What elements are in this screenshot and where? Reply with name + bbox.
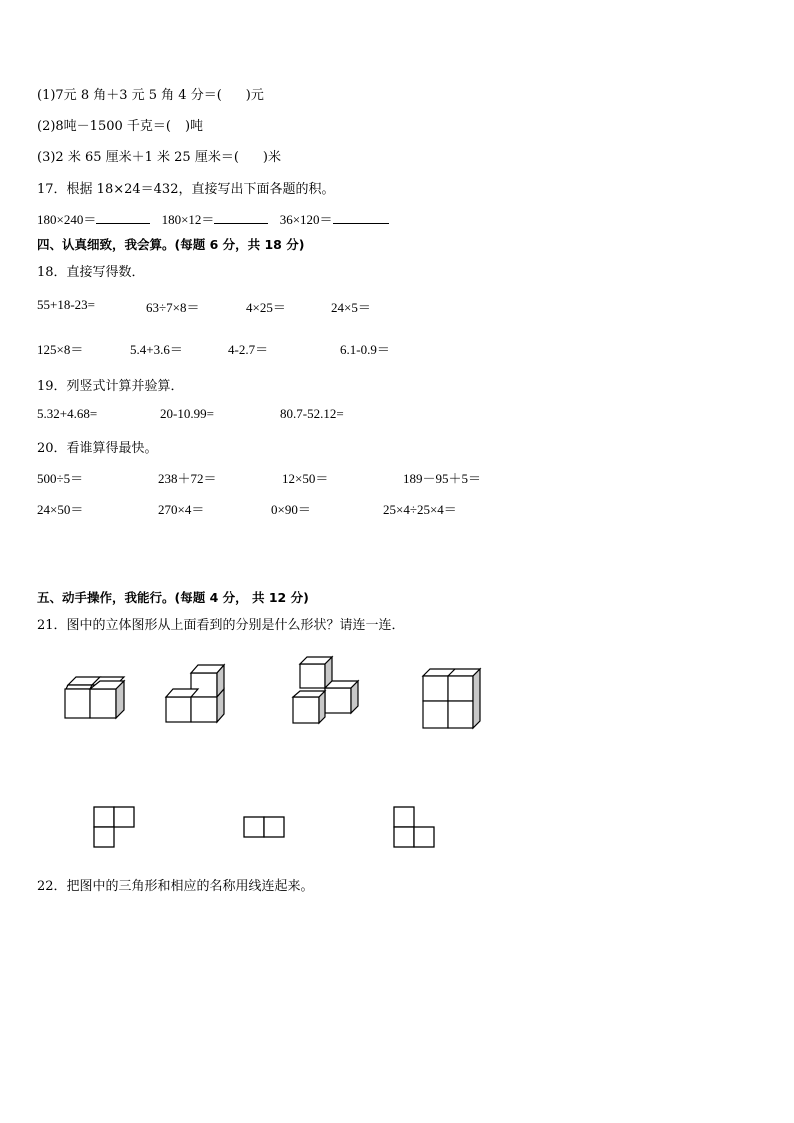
q17-blank-1[interactable] — [96, 211, 150, 224]
q16-item-3-unit: )米 — [262, 150, 281, 165]
q16-item-2 — [37, 115, 203, 134]
q20-r2-c1: 24×50＝ — [37, 502, 84, 517]
q17-item-1: 180×240＝ — [37, 212, 97, 227]
q17-item-2: 180×12＝ — [161, 212, 215, 227]
q18-r2-c3: 4-2.7＝ — [228, 342, 269, 357]
q18-r2-c1: 125×8＝ — [37, 342, 84, 357]
top-view-3 — [393, 806, 443, 852]
q19-item-3: 80.7-52.12= — [280, 406, 344, 421]
q17-title: 17．根据 18×24＝432，直接写出下面各题的积。 — [37, 182, 335, 197]
q18-r1-c4: 24×5＝ — [331, 300, 371, 315]
q16-item-3 — [37, 146, 281, 165]
q18-title: 18．直接写得数． — [37, 265, 145, 280]
q16-item-3-text: (3)2 米 65 厘米＋1 米 25 厘米＝( — [37, 150, 239, 165]
q17-blank-3[interactable] — [333, 211, 389, 224]
section5-heading: 五、动手操作，我能行。(每题 4 分， 共 12 分) — [37, 590, 309, 605]
q18-r2-c2: 5.4+3.6＝ — [130, 342, 183, 357]
q20-r2-c4: 25×4÷25×4＝ — [383, 502, 457, 517]
q18-r1-c2: 63÷7×8＝ — [146, 300, 200, 315]
q17-blank-2[interactable] — [214, 211, 268, 224]
solid-figure-2 — [163, 660, 233, 730]
section4-heading: 四、认真细致，我会算。(每题 6 分，共 18 分) — [37, 237, 305, 252]
top-view-2 — [243, 816, 293, 842]
q20-r2-c3: 0×90＝ — [271, 502, 311, 517]
q17-item-3: 36×120＝ — [279, 212, 333, 227]
q22-title: 22．把图中的三角形和相应的名称用线连起来。 — [37, 879, 314, 894]
q18-r1-c1: 55+18-23= — [37, 297, 95, 312]
q19-title: 19．列竖式计算并验算． — [37, 379, 184, 394]
solid-figure-3 — [290, 655, 370, 730]
q20-r1-c1: 500÷5＝ — [37, 471, 84, 486]
top-view-1 — [93, 806, 143, 852]
q18-r2-c4: 6.1-0.9＝ — [340, 342, 390, 357]
q16-item-2-text: (2)8吨－1500 千克＝( — [37, 119, 171, 134]
q19-item-1: 5.32+4.68= — [37, 406, 98, 421]
q16-item-1 — [37, 84, 264, 103]
q20-r1-c4: 189－95＋5＝ — [403, 471, 482, 486]
q20-r1-c2: 238＋72＝ — [158, 471, 217, 486]
q19-item-2: 20-10.99= — [160, 406, 214, 421]
solid-figure-4 — [418, 665, 488, 735]
solid-figure-1 — [60, 675, 130, 725]
q16-item-2-unit: )吨 — [184, 119, 204, 134]
q21-title: 21．图中的立体图形从上面看到的分别是什么形状？请连一连． — [37, 618, 405, 633]
q20-title: 20．看谁算得最快。 — [37, 441, 158, 456]
q17-items — [37, 209, 397, 228]
q20-r2-c2: 270×4＝ — [158, 502, 205, 517]
q16-item-1-text: (1)7元 8 角＋3 元 5 角 4 分＝( — [37, 88, 222, 103]
q18-r1-c3: 4×25＝ — [246, 300, 286, 315]
q16-item-1-unit: )元 — [245, 88, 264, 103]
q20-r1-c3: 12×50＝ — [282, 471, 329, 486]
